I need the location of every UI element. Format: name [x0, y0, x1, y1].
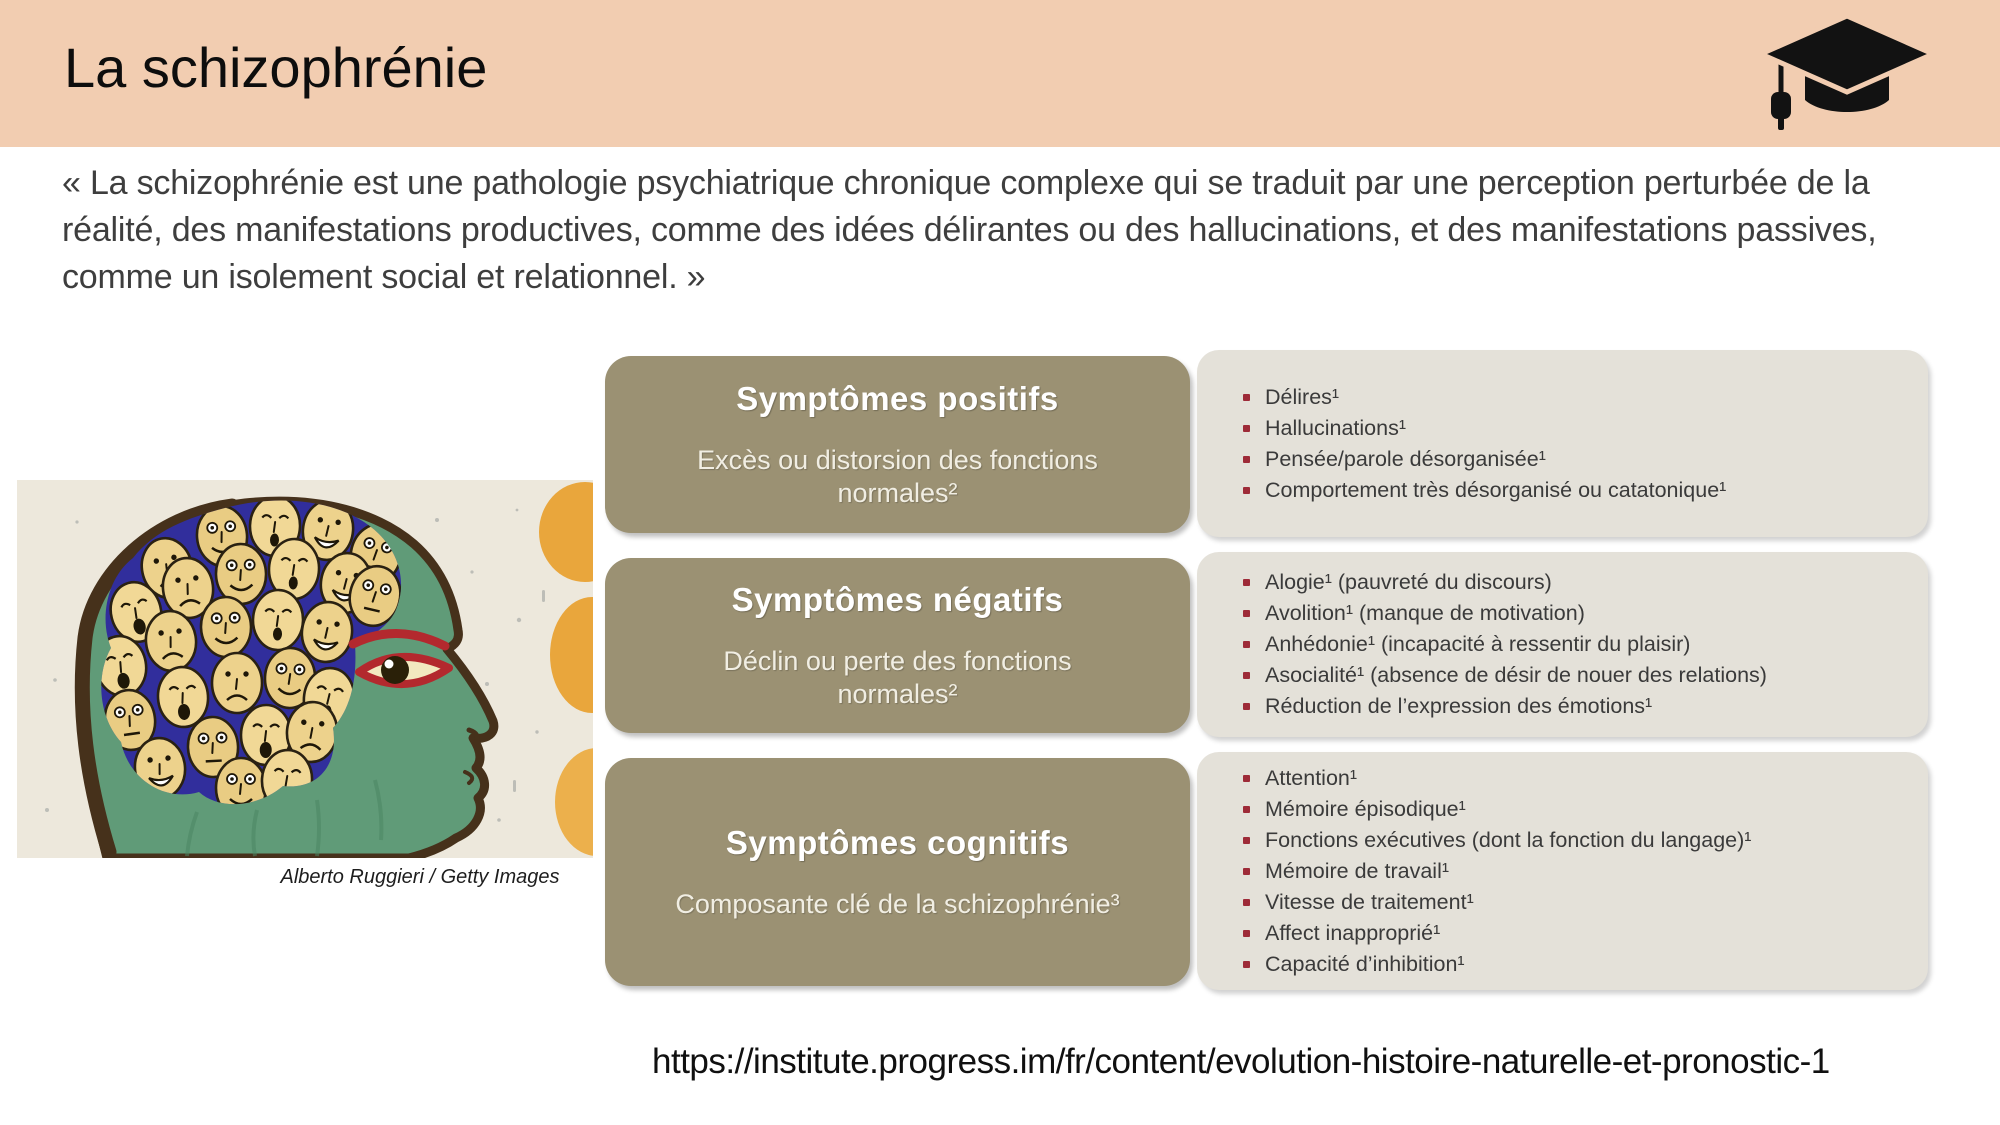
list-item: [1243, 856, 1751, 887]
graduation-cap-svg: [1757, 12, 1937, 134]
symptom-row-negative: [605, 552, 1928, 737]
symptom-list: [1197, 382, 1746, 506]
list-item: [1243, 475, 1726, 506]
list-item-text: Alogie¹ (pauvreté du discours): [1265, 570, 1552, 594]
symptom-list: [1197, 763, 1771, 980]
bullet-icon: [1243, 487, 1250, 494]
bullet-icon: [1243, 672, 1250, 679]
list-item: [1243, 825, 1751, 856]
list-item-text: Capacité d’inhibition¹: [1265, 951, 1465, 976]
list-item-text: Mémoire de travail¹: [1265, 858, 1449, 883]
card-subtitle: Déclin ou perte des fonctions normales²: [723, 645, 1072, 709]
symptom-list: [1197, 567, 1787, 722]
symptom-row-positive: [605, 350, 1928, 537]
symptom-list-panel: [1197, 752, 1928, 990]
list-item-text: Vitesse de traitement¹: [1265, 889, 1474, 914]
card-title: Symptômes cognitifs: [725, 823, 1070, 861]
list-item: [1243, 794, 1751, 825]
list-item: [1243, 598, 1767, 629]
photo-credit: Alberto Ruggieri / Getty Images: [280, 866, 560, 888]
symptom-list-panel: [1197, 350, 1928, 537]
list-item-text: Mémoire épisodique¹: [1265, 796, 1466, 821]
list-item-text: Hallucinations¹: [1265, 415, 1407, 440]
bullet-icon: [1243, 425, 1250, 432]
list-item-text: Réduction de l’expression des émotions¹: [1265, 694, 1653, 718]
list-item-text: Asocialité¹ (absence de désir de nouer des relations): [1265, 663, 1767, 687]
bullet-icon: [1243, 837, 1250, 844]
list-item-text: Pensée/parole désorganisée¹: [1265, 446, 1546, 471]
bullet-icon: [1243, 961, 1250, 968]
symptom-category-card: [605, 558, 1190, 733]
list-item: [1243, 413, 1726, 444]
bullet-icon: [1243, 610, 1250, 617]
bullet-icon: [1243, 868, 1250, 875]
list-item-text: Avolition¹ (manque de motivation): [1265, 601, 1585, 625]
graduation-cap-icon: [1757, 12, 1937, 134]
brain-faces-illustration: [17, 480, 593, 858]
list-item: [1243, 660, 1767, 691]
brain-illustration-svg: [17, 480, 593, 858]
bullet-icon: [1243, 930, 1250, 937]
list-item-text: Anhédonie¹ (incapacité à ressentir du plaisir): [1265, 632, 1691, 656]
list-item: [1243, 918, 1751, 949]
bullet-icon: [1243, 641, 1250, 648]
bullet-icon: [1243, 775, 1250, 782]
symptom-list-panel: [1197, 552, 1928, 737]
list-item-text: Fonctions exécutives (dont la fonction du langage)¹: [1265, 827, 1752, 852]
symptom-category-card: [605, 758, 1190, 986]
list-item: [1243, 763, 1751, 794]
list-item: [1243, 444, 1726, 475]
bullet-icon: [1243, 703, 1250, 710]
list-item-text: Délires¹: [1265, 384, 1340, 409]
list-item-text: Comportement très désorganisé ou catatonique¹: [1265, 477, 1727, 502]
page-title: La schizophrénie: [64, 36, 488, 99]
bullet-icon: [1243, 579, 1250, 586]
card-title: Symptômes positifs: [736, 379, 1059, 417]
card-subtitle: Composante clé de la schizophrénie³: [675, 888, 1120, 919]
card-subtitle: Excès ou distorsion des fonctions normales²: [697, 444, 1098, 508]
list-item-text: Attention¹: [1265, 765, 1358, 790]
quote-text: « La schizophrénie est une pathologie psychiatrique chronique complexe qui se traduit par une perception perturbée de la réalité, des manifestations productives, comme des idées délirantes ou des hallucinations, et des manifestations passives, comme un isolement social et relationnel. »: [62, 164, 1877, 296]
list-item: [1243, 949, 1751, 980]
card-title: Symptômes négatifs: [731, 580, 1064, 618]
list-item: [1243, 887, 1751, 918]
header-bar: [0, 0, 2000, 147]
bullet-icon: [1243, 456, 1250, 463]
symptom-row-cognitive: [605, 752, 1928, 990]
bullet-icon: [1243, 806, 1250, 813]
list-item: [1243, 382, 1726, 413]
list-item-text: Affect inapproprié¹: [1265, 920, 1441, 945]
bullet-icon: [1243, 899, 1250, 906]
symptom-category-card: [605, 356, 1190, 533]
source-url[interactable]: https://institute.progress.im/fr/content/evolution-histoire-naturelle-et-pronostic-1: [652, 1042, 1830, 1081]
bullet-icon: [1243, 394, 1250, 401]
list-item: [1243, 691, 1767, 722]
list-item: [1243, 629, 1767, 660]
list-item: [1243, 567, 1767, 598]
